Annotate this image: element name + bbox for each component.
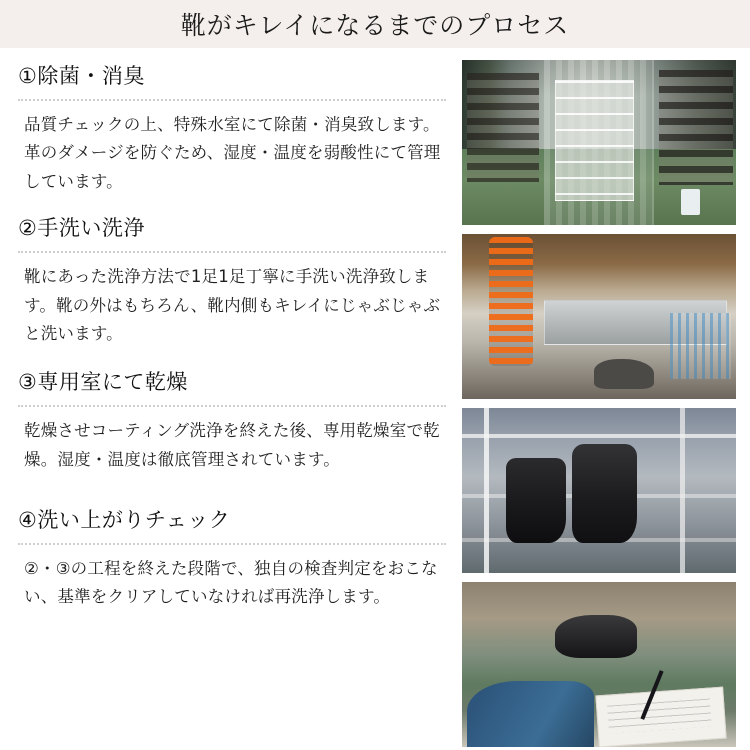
drying-boot — [572, 444, 638, 543]
inspector-arm — [467, 681, 593, 747]
inspected-shoe — [555, 615, 637, 658]
step-item — [18, 366, 446, 474]
step-title: ④洗い上がりチェック — [18, 508, 231, 532]
drying-boot — [506, 458, 566, 544]
shoe-shelf-left — [467, 73, 538, 182]
step-title: ①除菌・消臭 — [18, 64, 145, 88]
drying-rack — [462, 434, 736, 438]
step-title: ③専用室にて乾燥 — [18, 370, 188, 395]
step-item — [18, 212, 446, 348]
page-title: 靴がキレイになるまでのプロセス — [180, 11, 570, 40]
step-item — [18, 60, 446, 196]
photos-column — [462, 48, 750, 750]
step-4-photo — [462, 582, 736, 747]
shoe-shelf-right — [659, 70, 733, 186]
step-3-photo — [462, 408, 736, 573]
step-text: 乾燥させコーティング洗浄を終えた後、専用乾燥室で乾燥。湿度・温度は徹底管理されています。 — [24, 421, 440, 469]
step-divider — [18, 405, 446, 407]
steps-column — [0, 48, 462, 750]
step-text: ②・③の工程を終えた段階で、独自の検査判定をおこない、基準をクリアしていなければ再洗浄します。 — [24, 559, 438, 607]
step-1-photo — [462, 60, 736, 225]
shoe-being-washed — [594, 359, 654, 389]
step-divider — [18, 99, 446, 101]
page-header — [0, 0, 750, 48]
step-text: 靴にあった洗浄方法で1足1足丁寧に手洗い洗浄致します。靴の外はもちろん、靴内側もキレイにじゃぶじゃぶと洗います。 — [24, 267, 441, 343]
step-2-photo — [462, 234, 736, 399]
step-text: 品質チェックの上、特殊水室にて除菌・消臭致します。革のダメージを防ぐため、湿度・温度を弱酸性にて管理しています。 — [24, 115, 441, 191]
step-item — [18, 504, 446, 612]
inspection-sheet — [595, 686, 726, 746]
brush-rack — [670, 313, 730, 379]
plastic-curtain — [544, 60, 654, 225]
coiled-hose — [489, 237, 533, 366]
step-title: ②手洗い洗浄 — [18, 216, 145, 241]
page-body — [0, 48, 750, 750]
spray-bottle — [681, 189, 700, 215]
step-divider — [18, 543, 446, 545]
step-divider — [18, 251, 446, 253]
rack-post — [484, 408, 489, 573]
